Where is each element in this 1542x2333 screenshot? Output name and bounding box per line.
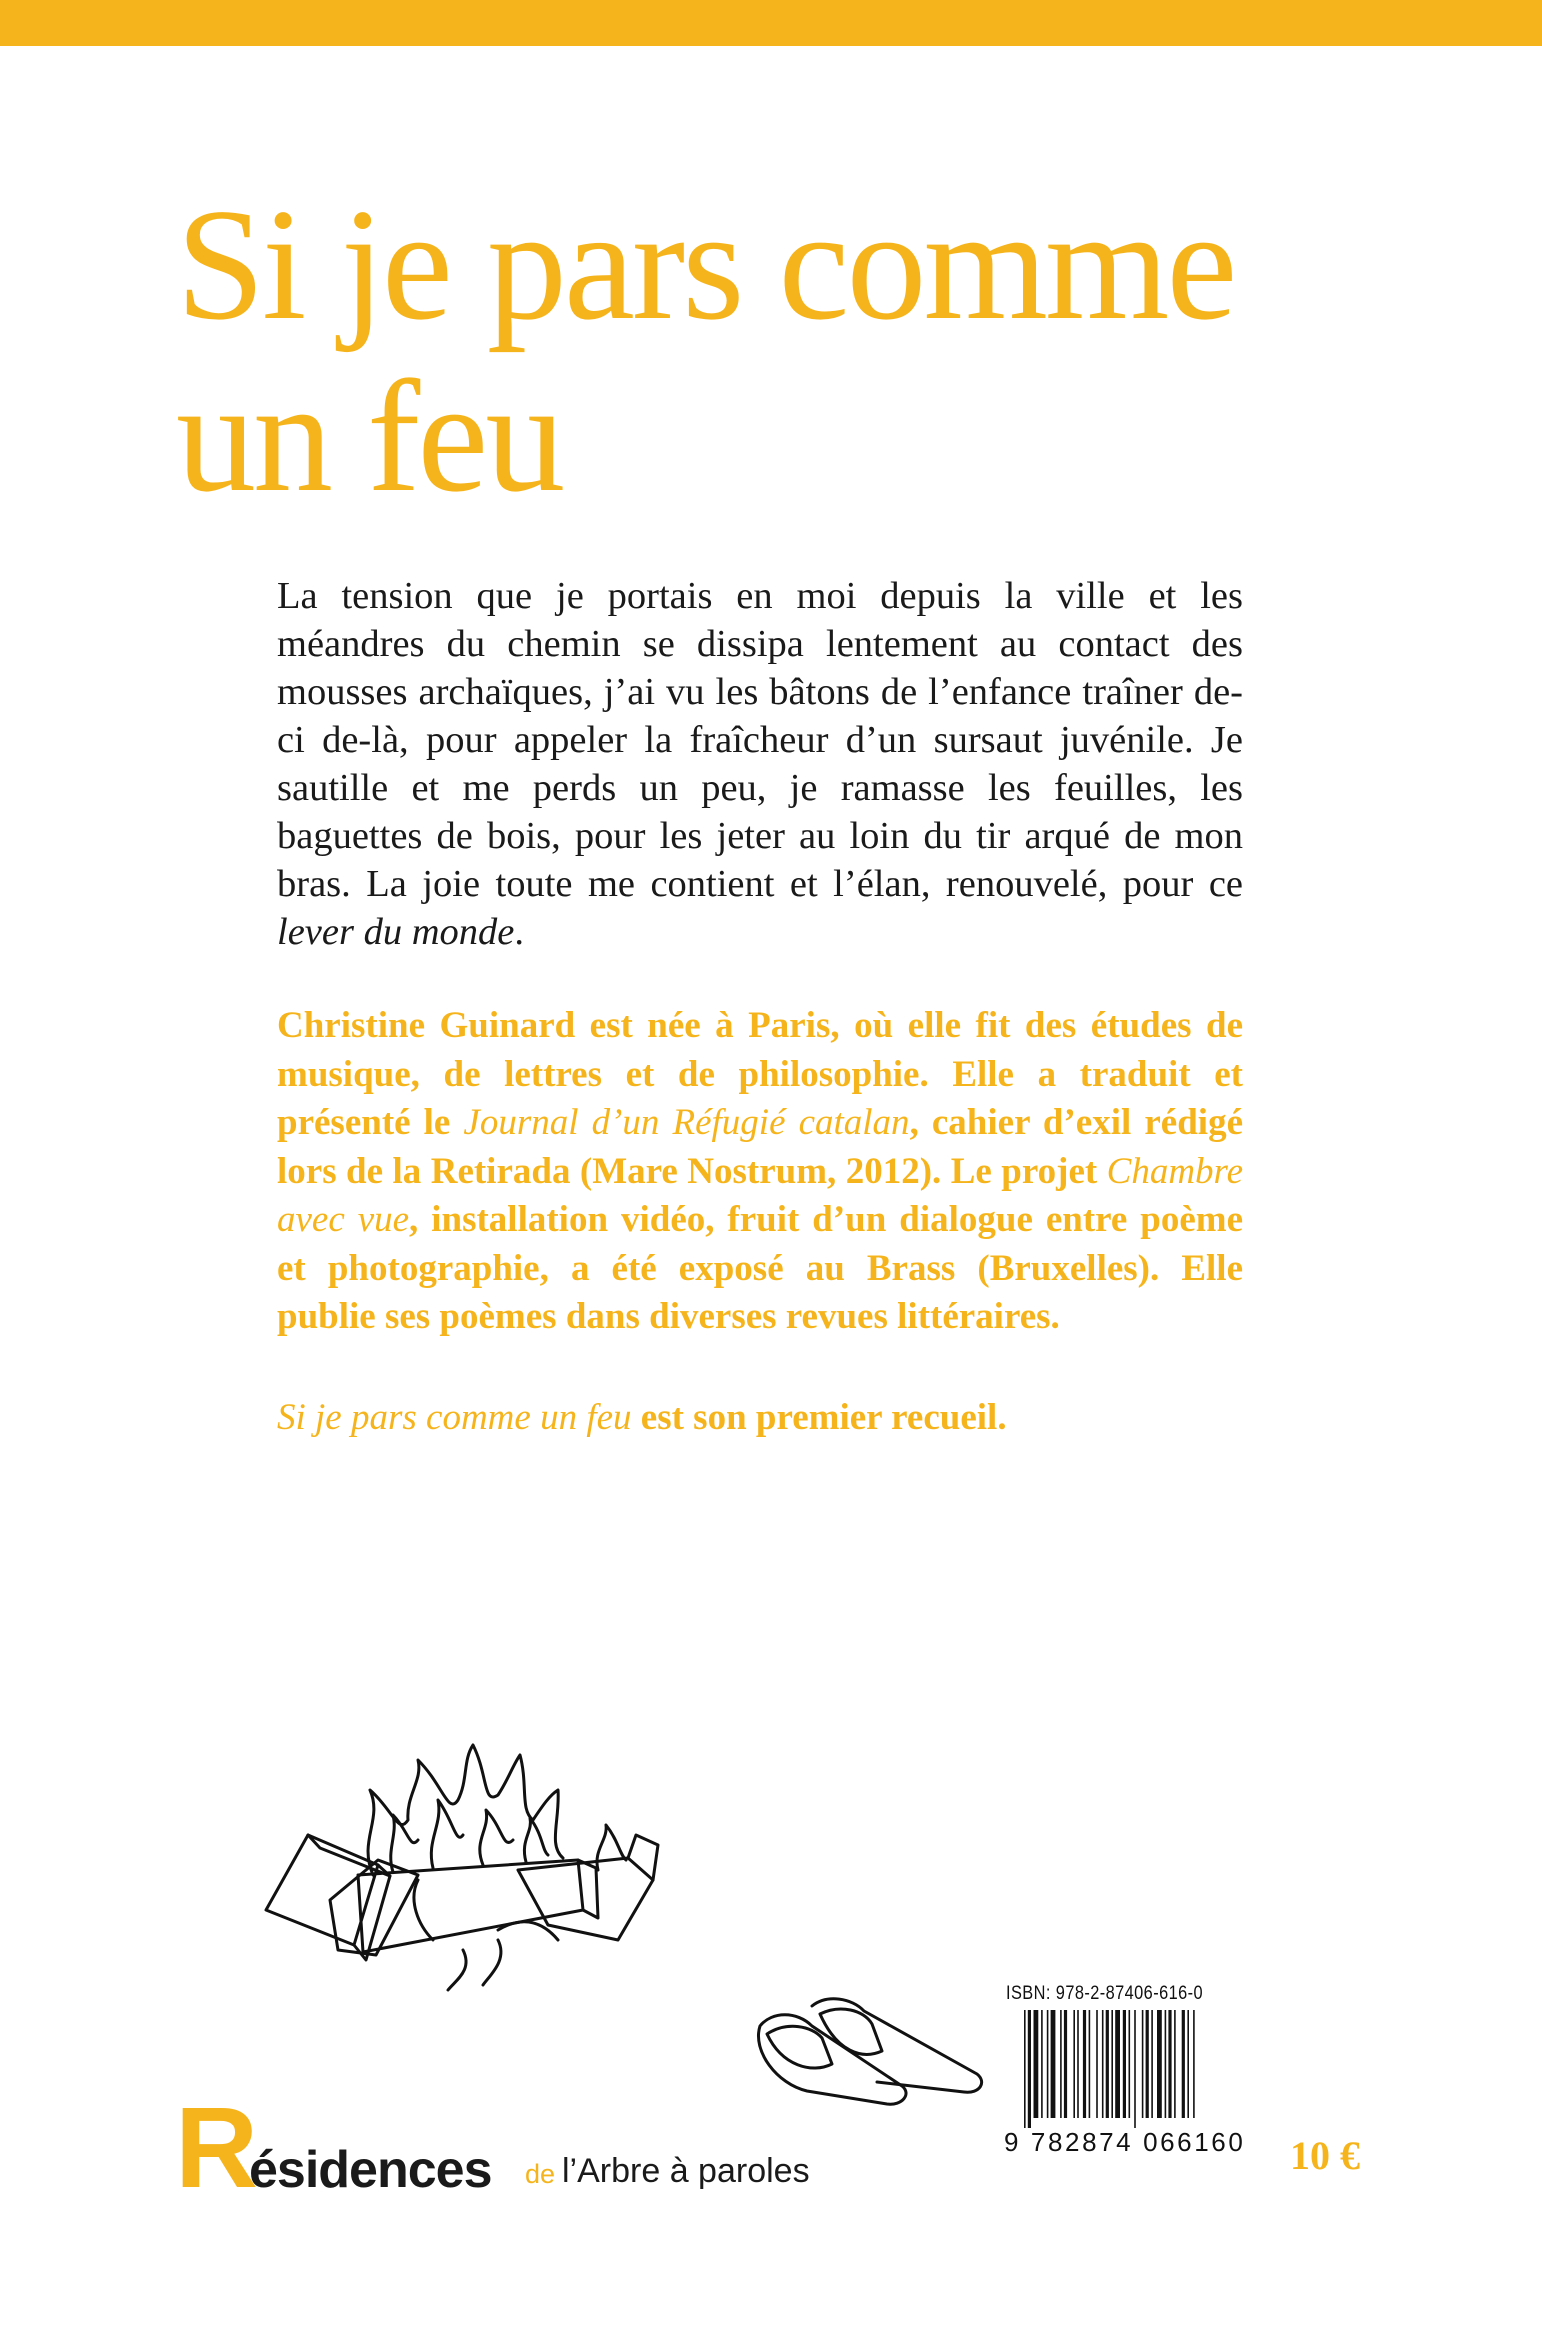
title-line-1: Si je pars comme <box>176 175 1235 353</box>
bio-text-1: Christine Guinard est née à Paris, où elle fit des études de musique, de lettres et de philosophie. Elle a traduit et présenté le <box>277 1005 1243 1143</box>
campfire-drawing-icon <box>258 1740 678 2000</box>
recueil-text: est son premier recueil. <box>631 1397 1007 1438</box>
excerpt-end: . <box>514 911 524 953</box>
bio-text-2: , cahier d’exil rédigé lors de la Retirada (Mare Nostrum, 2012). Le projet <box>277 1102 1243 1192</box>
price: 10 € <box>1290 2133 1360 2178</box>
logo-collection-name: ésidences <box>249 2141 492 2199</box>
isbn-label: ISBN: 978-2-87406-616-0 <box>1006 1983 1204 2004</box>
title-line-2: un feu <box>176 347 563 525</box>
slippers-drawing-icon <box>752 1996 1002 2116</box>
logo-connector: de <box>525 2159 556 2189</box>
first-collection-note <box>277 1394 1243 1442</box>
logo-initial: R <box>175 2084 259 2212</box>
isbn-digits: 9 782874 066160 <box>1004 2127 1246 2157</box>
logo-publisher-name: l’Arbre à paroles <box>562 2152 810 2190</box>
excerpt-paragraph <box>277 572 1243 956</box>
recueil-title: Si je pars comme un feu <box>277 1397 632 1438</box>
author-bio <box>277 1002 1243 1342</box>
barcode-icon <box>1024 2010 1250 2128</box>
bio-book-2: Chambre avec vue <box>277 1150 1243 1240</box>
book-title <box>176 175 1426 525</box>
bio-text-3: , installation vidéo, fruit d’un dialogue entre poème et photographie, a été exposé au Brass (Bruxelles). Elle publie ses poèmes dans diverses revues littéraires. <box>277 1199 1243 1337</box>
bio-book-1: Journal d’un Réfugié catalan <box>463 1102 910 1143</box>
excerpt-italic: lever du monde <box>277 911 515 953</box>
excerpt-text: La tension que je portais en moi depuis la ville et les méandres du chemin se dissipa lentement au contact des mousses archaïques, j’ai vu les bâtons de l’enfance traîner de-ci de-là, pour appeler la fraîcheur d’un sursaut juvénile. Je sautille et me perds un peu, je ramasse les feuilles, les baguettes de bois, pour les jeter au loin du tir arqué de mon bras. La joie toute me contient et l’élan, renouvelé, pour ce <box>277 575 1243 905</box>
top-accent-bar <box>0 0 1542 46</box>
